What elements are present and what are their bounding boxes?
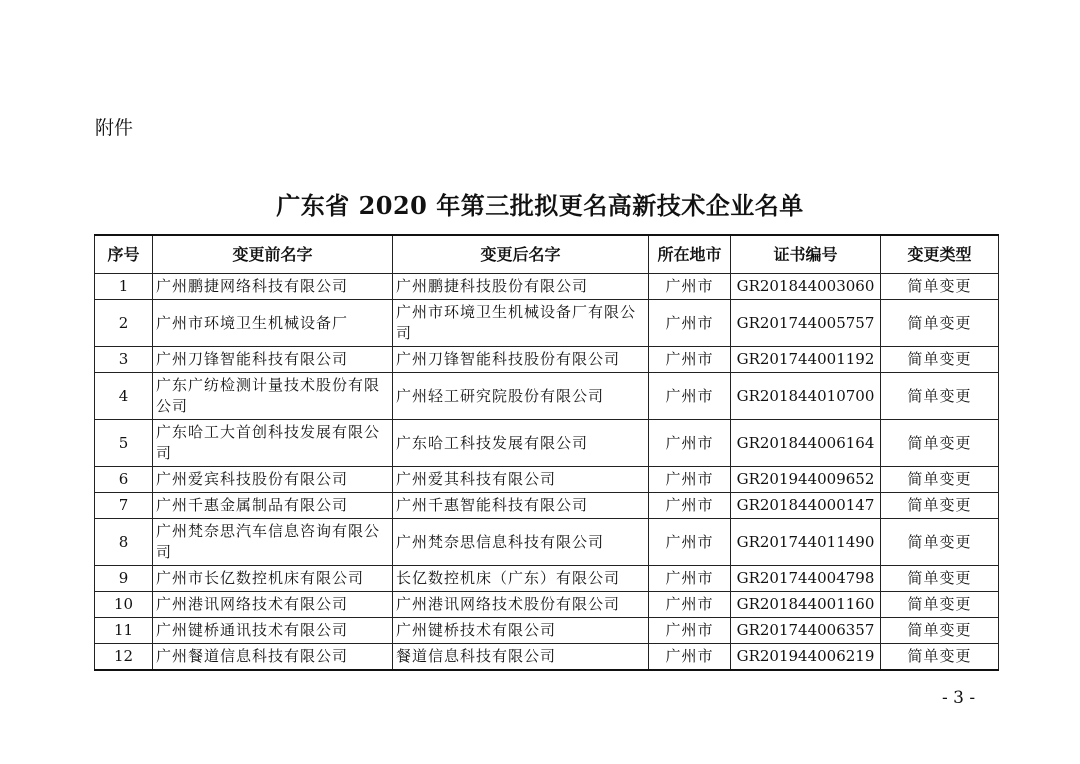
row-before-name: 广东广纺检测计量技术股份有限公司 [153, 373, 393, 420]
row-change-type: 简单变更 [881, 644, 999, 671]
row-change-type: 简单变更 [881, 300, 999, 347]
row-after-name: 广州键桥技术有限公司 [393, 618, 649, 644]
row-after-name: 广东哈工科技发展有限公司 [393, 420, 649, 467]
row-change-type: 简单变更 [881, 347, 999, 373]
row-before-name: 广州市环境卫生机械设备厂 [153, 300, 393, 347]
row-change-type: 简单变更 [881, 519, 999, 566]
row-num: 12 [95, 644, 153, 671]
row-num: 2 [95, 300, 153, 347]
row-certificate: GR201944006219 [731, 644, 881, 671]
row-before-name: 广州刀锋智能科技有限公司 [153, 347, 393, 373]
row-change-type: 简单变更 [881, 420, 999, 467]
header-certificate: 证书编号 [731, 235, 881, 274]
row-city: 广州市 [649, 566, 731, 592]
row-before-name: 广州梵奈思汽车信息咨询有限公司 [153, 519, 393, 566]
row-city: 广州市 [649, 420, 731, 467]
table-row [95, 493, 999, 519]
row-change-type: 简单变更 [881, 592, 999, 618]
row-certificate: GR201744011490 [731, 519, 881, 566]
enterprise-rename-table [94, 234, 999, 671]
row-certificate: GR201944009652 [731, 467, 881, 493]
row-city: 广州市 [649, 493, 731, 519]
table-row [95, 274, 999, 300]
row-change-type: 简单变更 [881, 493, 999, 519]
row-city: 广州市 [649, 347, 731, 373]
table-row [95, 467, 999, 493]
header-city: 所在地市 [649, 235, 731, 274]
row-before-name: 广州港讯网络技术有限公司 [153, 592, 393, 618]
attachment-label: 附件 [95, 117, 134, 139]
row-after-name: 餐道信息科技有限公司 [393, 644, 649, 671]
row-num: 6 [95, 467, 153, 493]
row-change-type: 简单变更 [881, 274, 999, 300]
table-row [95, 618, 999, 644]
row-city: 广州市 [649, 592, 731, 618]
row-before-name: 广州键桥通讯技术有限公司 [153, 618, 393, 644]
row-after-name: 广州市环境卫生机械设备厂有限公司 [393, 300, 649, 347]
header-change-type: 变更类型 [881, 235, 999, 274]
table-row [95, 373, 999, 420]
table-row [95, 347, 999, 373]
row-certificate: GR201844003060 [731, 274, 881, 300]
row-num: 9 [95, 566, 153, 592]
row-certificate: GR201844006164 [731, 420, 881, 467]
row-after-name: 广州梵奈思信息科技有限公司 [393, 519, 649, 566]
row-after-name: 广州港讯网络技术股份有限公司 [393, 592, 649, 618]
row-after-name: 广州刀锋智能科技股份有限公司 [393, 347, 649, 373]
row-before-name: 广东哈工大首创科技发展有限公司 [153, 420, 393, 467]
row-change-type: 简单变更 [881, 467, 999, 493]
row-city: 广州市 [649, 519, 731, 566]
header-before-name: 变更前名字 [153, 235, 393, 274]
header-after-name: 变更后名字 [393, 235, 649, 274]
page-number: - 3 - [942, 688, 976, 708]
row-city: 广州市 [649, 274, 731, 300]
row-certificate: GR201844001160 [731, 592, 881, 618]
row-num: 10 [95, 592, 153, 618]
row-certificate: GR201744005757 [731, 300, 881, 347]
table-header-row [95, 235, 999, 274]
header-num: 序号 [95, 235, 153, 274]
row-certificate: GR201744006357 [731, 618, 881, 644]
document-title: 广东省 2020 年第三批拟更名高新技术企业名单 [276, 191, 804, 220]
row-after-name: 广州爱其科技有限公司 [393, 467, 649, 493]
row-city: 广州市 [649, 373, 731, 420]
row-certificate: GR201844010700 [731, 373, 881, 420]
table-row [95, 519, 999, 566]
row-before-name: 广州千惠金属制品有限公司 [153, 493, 393, 519]
table-row [95, 420, 999, 467]
row-city: 广州市 [649, 300, 731, 347]
row-num: 5 [95, 420, 153, 467]
row-before-name: 广州爱宾科技股份有限公司 [153, 467, 393, 493]
row-num: 4 [95, 373, 153, 420]
row-certificate: GR201744001192 [731, 347, 881, 373]
table-row [95, 566, 999, 592]
row-after-name: 广州轻工研究院股份有限公司 [393, 373, 649, 420]
row-change-type: 简单变更 [881, 618, 999, 644]
row-city: 广州市 [649, 644, 731, 671]
table-row [95, 300, 999, 347]
row-after-name: 广州鹏捷科技股份有限公司 [393, 274, 649, 300]
row-num: 8 [95, 519, 153, 566]
row-change-type: 简单变更 [881, 566, 999, 592]
row-num: 7 [95, 493, 153, 519]
table-row [95, 644, 999, 671]
row-num: 11 [95, 618, 153, 644]
row-num: 3 [95, 347, 153, 373]
row-before-name: 广州市长亿数控机床有限公司 [153, 566, 393, 592]
table-row [95, 592, 999, 618]
row-certificate: GR201844000147 [731, 493, 881, 519]
row-change-type: 简单变更 [881, 373, 999, 420]
row-city: 广州市 [649, 618, 731, 644]
row-certificate: GR201744004798 [731, 566, 881, 592]
row-city: 广州市 [649, 467, 731, 493]
row-before-name: 广州鹏捷网络科技有限公司 [153, 274, 393, 300]
row-after-name: 广州千惠智能科技有限公司 [393, 493, 649, 519]
row-after-name: 长亿数控机床（广东）有限公司 [393, 566, 649, 592]
row-num: 1 [95, 274, 153, 300]
row-before-name: 广州餐道信息科技有限公司 [153, 644, 393, 671]
